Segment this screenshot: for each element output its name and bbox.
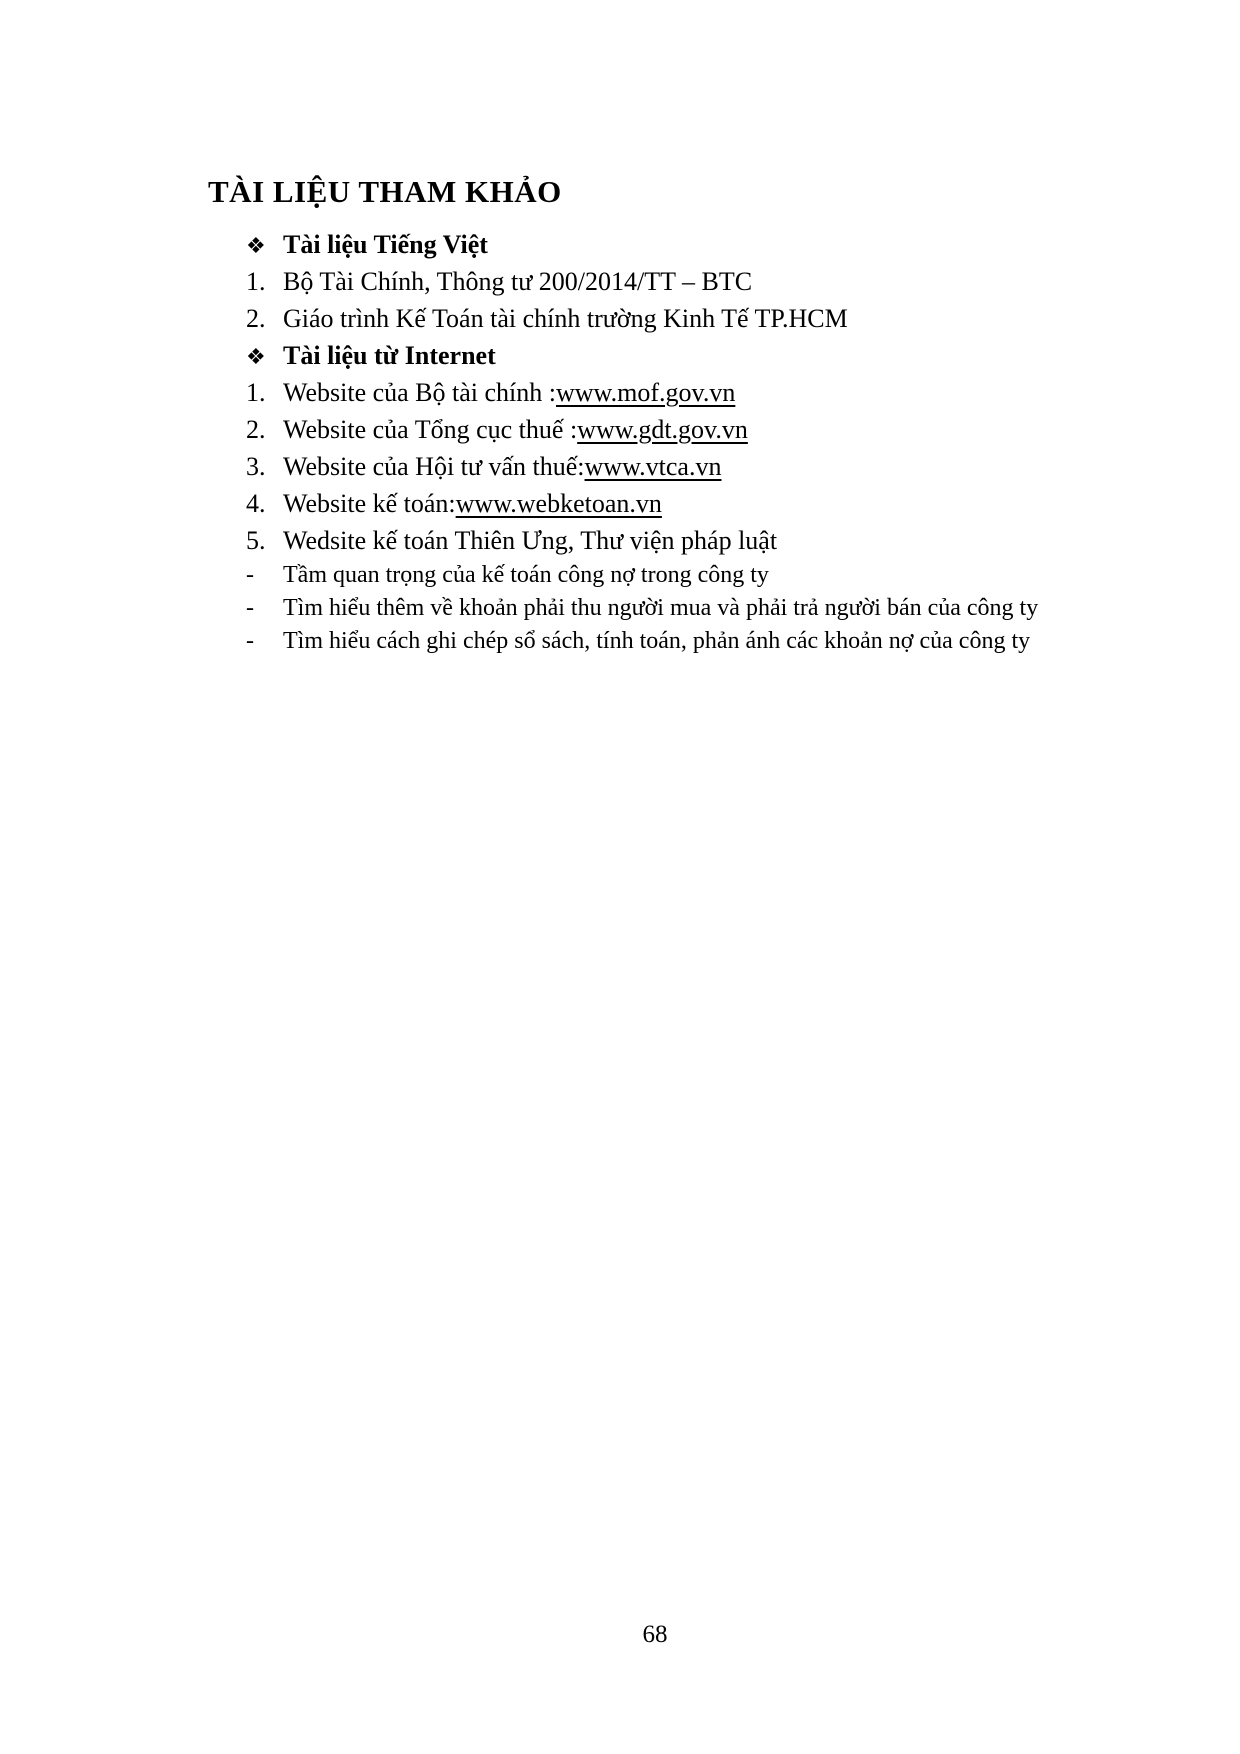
item-number: 1. xyxy=(246,267,266,296)
item-number: 2. xyxy=(246,304,266,333)
reference-item xyxy=(246,522,1166,559)
item-number: 3. xyxy=(246,452,266,481)
section-heading-vietnamese-docs xyxy=(246,226,1166,263)
reference-subitem xyxy=(246,592,1166,625)
diamond-bullet-icon: ❖ xyxy=(246,345,266,370)
page-number xyxy=(0,1617,1240,1653)
reference-item xyxy=(246,411,1166,448)
item-number: 5. xyxy=(246,526,266,555)
page-number-value: 68 xyxy=(642,1621,668,1648)
reference-subitem xyxy=(246,625,1166,658)
reference-item xyxy=(246,263,1166,300)
section-heading-label: Tài liệu Tiếng Việt xyxy=(283,230,488,259)
item-text: Giáo trình Kế Toán tài chính trường Kinh Tế TP.HCM xyxy=(283,304,848,333)
page-title: TÀI LIỆU THAM KHẢO xyxy=(208,174,562,209)
item-text: Wedsite kế toán Thiên Ưng, Thư viện pháp luật xyxy=(283,526,778,555)
reference-subitem xyxy=(246,559,1166,592)
reference-item xyxy=(246,485,1166,522)
link-vtca-vn[interactable]: www.vtca.vn xyxy=(584,452,722,481)
reference-item xyxy=(246,448,1166,485)
reference-item xyxy=(246,300,1166,337)
section-heading-internet-docs xyxy=(246,337,1166,374)
item-text: Bộ Tài Chính, Thông tư 200/2014/TT – BTC xyxy=(283,267,753,296)
dash-bullet: - xyxy=(246,562,254,588)
item-text: Tầm quan trọng của kế toán công nợ trong công ty xyxy=(283,562,769,588)
item-number: 4. xyxy=(246,489,266,518)
item-number: 2. xyxy=(246,415,266,444)
link-gdt-gov-vn[interactable]: www.gdt.gov.vn xyxy=(577,415,748,444)
item-text: Tìm hiểu thêm về khoản phải thu người mua và phải trả người bán của công ty xyxy=(283,595,1039,621)
link-mof-gov-vn[interactable]: www.mof.gov.vn xyxy=(556,378,736,407)
link-webketoan-vn[interactable]: www.webketoan.vn xyxy=(455,489,662,518)
item-text: Tìm hiểu cách ghi chép sổ sách, tính toán, phản ánh các khoản nợ của công ty xyxy=(283,628,1031,654)
reference-item xyxy=(246,374,1166,411)
section-heading-label: Tài liệu từ Internet xyxy=(283,341,496,370)
item-text: Website của Tổng cục thuế : xyxy=(283,415,578,444)
dash-bullet: - xyxy=(246,595,254,621)
item-text: Website kế toán: xyxy=(283,489,456,518)
item-number: 1. xyxy=(246,378,266,407)
reference-list xyxy=(246,226,1166,658)
item-text: Website của Bộ tài chính : xyxy=(283,378,556,407)
dash-bullet: - xyxy=(246,628,254,654)
item-text: Website của Hội tư vấn thuế: xyxy=(283,452,585,481)
diamond-bullet-icon: ❖ xyxy=(246,234,266,259)
